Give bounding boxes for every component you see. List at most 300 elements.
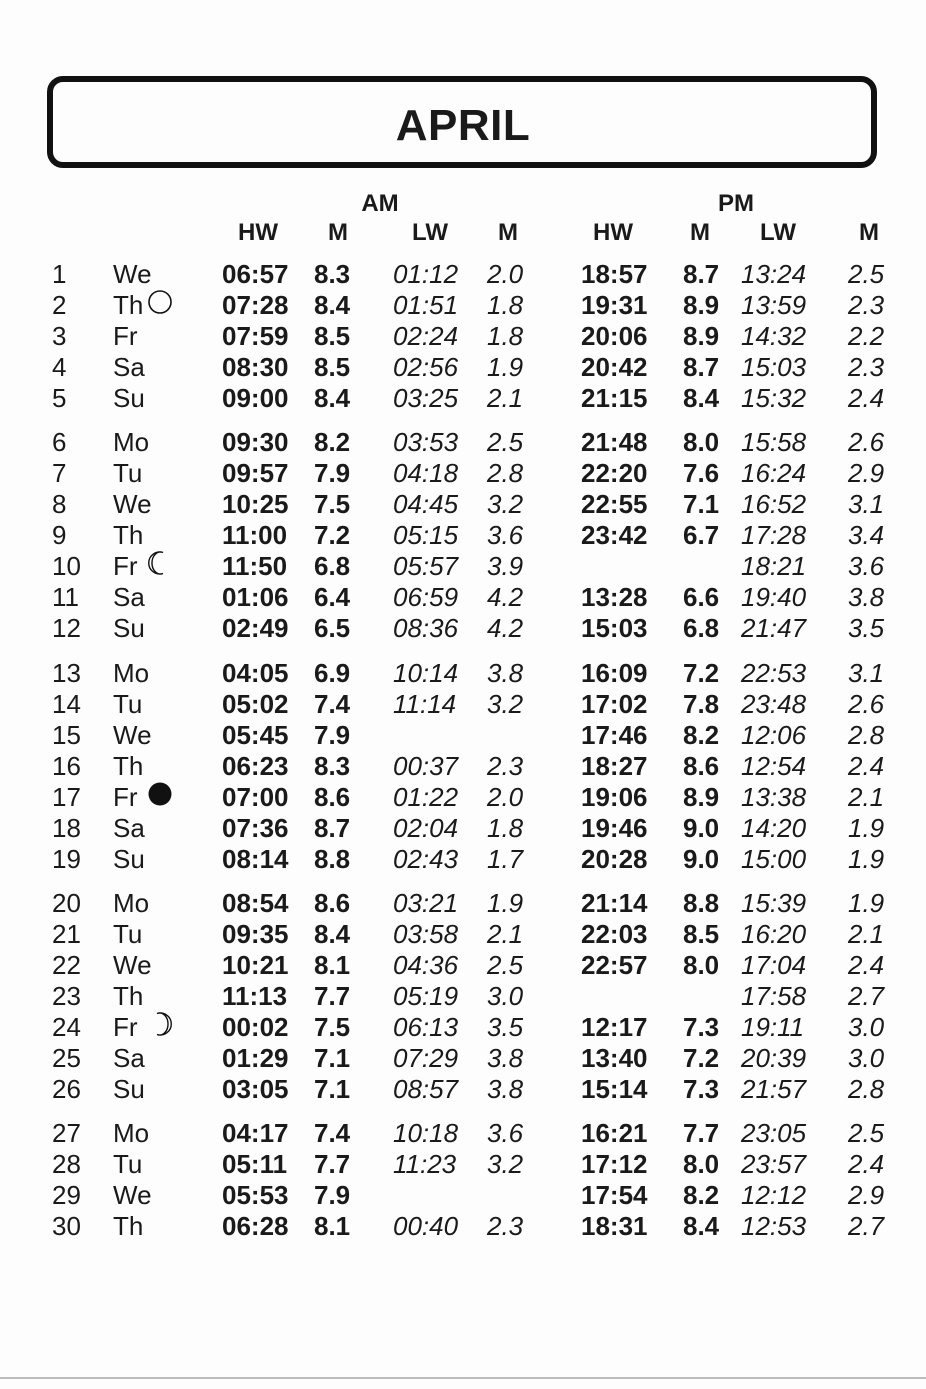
am-high-water-time: 08:14 <box>222 844 289 874</box>
pm-high-water-height: 9.0 <box>683 813 720 843</box>
pm-high-water-time: 16:09 <box>581 658 648 688</box>
pm-low-water-height: 1.9 <box>848 844 885 874</box>
pm-low-water-height: 3.6 <box>848 551 885 581</box>
am-high-water-height: 6.8 <box>314 551 351 581</box>
table-row <box>0 888 926 919</box>
am-high-water-height: 7.4 <box>314 1118 351 1148</box>
am-high-water-time: 01:06 <box>222 582 289 612</box>
am-high-water-height: 8.6 <box>314 888 351 918</box>
day-number: 18 <box>52 813 81 843</box>
am-high-water-height: 8.1 <box>314 1211 351 1241</box>
am-high-water-height: 7.7 <box>314 981 351 1011</box>
am-high-water-time: 07:59 <box>222 321 289 351</box>
am-high-water-time: 05:11 <box>222 1149 288 1179</box>
am-low-water-time: 08:57 <box>393 1074 459 1104</box>
am-low-water-time: 01:22 <box>393 782 459 812</box>
weekday: Tu <box>113 689 143 719</box>
pm-high-water-height: 8.9 <box>683 782 720 812</box>
pm-low-water-height: 2.6 <box>848 427 885 457</box>
table-row <box>0 1074 926 1105</box>
am-high-water-height: 7.4 <box>314 689 351 719</box>
am-low-water-time: 05:19 <box>393 981 459 1011</box>
table-row <box>0 321 926 352</box>
am-high-water-height: 6.9 <box>314 658 351 688</box>
pm-high-water-time: 22:20 <box>581 458 648 488</box>
am-high-water-height: 8.2 <box>314 427 351 457</box>
pm-low-water-time: 23:05 <box>741 1118 807 1148</box>
am-high-water-height: 7.1 <box>314 1074 351 1104</box>
am-high-water-height: 8.4 <box>314 919 351 949</box>
am-low-water-time: 02:24 <box>393 321 459 351</box>
table-row <box>0 751 926 782</box>
pm-low-water-time: 14:20 <box>741 813 807 843</box>
pm-low-water-height: 2.5 <box>848 1118 885 1148</box>
weekday: Su <box>113 613 145 643</box>
full-moon-icon <box>148 290 172 314</box>
am-high-water-time: 08:54 <box>222 888 289 918</box>
am-high-water-height: 8.6 <box>314 782 351 812</box>
table-row <box>0 782 926 813</box>
pm-low-water-time: 19:11 <box>741 1012 805 1042</box>
day-number: 19 <box>52 844 81 874</box>
am-high-water-height: 8.4 <box>314 383 351 413</box>
am-low-water-height: 2.8 <box>487 458 524 488</box>
am-low-water-height: 2.5 <box>487 950 524 980</box>
am-high-water-height: 6.4 <box>314 582 351 612</box>
first-quarter-moon-icon <box>148 1012 172 1036</box>
pm-high-water-height: 7.3 <box>683 1074 720 1104</box>
weekday: Mo <box>113 888 150 918</box>
pm-low-water-time: 23:48 <box>741 689 807 719</box>
pm-low-water-time: 21:47 <box>741 613 807 643</box>
table-row <box>0 290 926 321</box>
pm-high-water-height: 7.2 <box>683 1043 720 1073</box>
am-high-water-time: 09:35 <box>222 919 289 949</box>
am-low-water-time: 06:13 <box>393 1012 459 1042</box>
pm-low-water-time: 20:39 <box>741 1043 807 1073</box>
pm-low-water-height: 2.4 <box>848 383 885 413</box>
table-row <box>0 981 926 1012</box>
table-row <box>0 1149 926 1180</box>
weekday: Mo <box>113 658 150 688</box>
pm-low-water-time: 15:00 <box>741 844 807 874</box>
am-low-water-time: 04:36 <box>393 950 459 980</box>
am-lw-header: LW <box>412 219 448 246</box>
am-high-water-time: 11:00 <box>222 520 288 550</box>
am-low-water-height: 3.0 <box>487 981 524 1011</box>
am-high-water-height: 8.4 <box>314 290 351 320</box>
table-row <box>0 813 926 844</box>
pm-low-water-height: 2.5 <box>848 259 885 289</box>
weekday: Su <box>113 1074 145 1104</box>
day-number: 17 <box>52 782 81 812</box>
am-high-water-height: 7.9 <box>314 1180 351 1210</box>
table-row <box>0 613 926 644</box>
pm-low-water-time: 15:32 <box>741 383 807 413</box>
pm-high-water-time: 23:42 <box>581 520 648 550</box>
pm-high-water-time: 17:12 <box>581 1149 648 1179</box>
day-number: 8 <box>52 489 67 519</box>
pm-high-water-height: 8.4 <box>683 383 720 413</box>
pm-low-water-height: 3.1 <box>848 489 885 519</box>
am-low-water-height: 3.9 <box>487 551 524 581</box>
pm-high-water-height: 8.2 <box>683 1180 720 1210</box>
weekday: Fr <box>113 1012 138 1042</box>
table-row <box>0 689 926 720</box>
pm-high-water-height: 8.0 <box>683 1149 720 1179</box>
day-number: 30 <box>52 1211 81 1241</box>
day-number: 21 <box>52 919 81 949</box>
pm-low-water-time: 12:53 <box>741 1211 807 1241</box>
am-low-water-height: 1.9 <box>487 888 524 918</box>
table-row <box>0 427 926 458</box>
pm-low-water-time: 23:57 <box>741 1149 807 1179</box>
pm-lw-m-header: M <box>859 219 879 246</box>
pm-low-water-time: 12:06 <box>741 720 807 750</box>
pm-high-water-time: 19:46 <box>581 813 648 843</box>
day-number: 3 <box>52 321 67 351</box>
table-row <box>0 720 926 751</box>
table-row <box>0 844 926 875</box>
am-high-water-height: 7.9 <box>314 720 351 750</box>
pm-high-water-height: 8.8 <box>683 888 720 918</box>
am-low-water-height: 2.5 <box>487 427 524 457</box>
pm-low-water-height: 3.0 <box>848 1043 885 1073</box>
day-number: 25 <box>52 1043 81 1073</box>
pm-high-water-time: 16:21 <box>581 1118 648 1148</box>
day-number: 16 <box>52 751 81 781</box>
day-number: 27 <box>52 1118 81 1148</box>
pm-high-water-height: 7.1 <box>683 489 720 519</box>
am-high-water-time: 06:23 <box>222 751 289 781</box>
am-low-water-time: 11:23 <box>393 1149 457 1179</box>
day-number: 5 <box>52 383 67 413</box>
weekday: Th <box>113 290 144 320</box>
am-low-water-time: 07:29 <box>393 1043 459 1073</box>
weekday: Mo <box>113 1118 150 1148</box>
weekday: Tu <box>113 458 143 488</box>
pm-high-water-time: 21:14 <box>581 888 648 918</box>
am-low-water-height: 1.9 <box>487 352 524 382</box>
table-row <box>0 383 926 414</box>
day-number: 23 <box>52 981 81 1011</box>
am-low-water-height: 2.3 <box>487 1211 524 1241</box>
pm-low-water-time: 17:58 <box>741 981 807 1011</box>
pm-low-water-time: 14:32 <box>741 321 807 351</box>
am-high-water-time: 06:57 <box>222 259 289 289</box>
day-number: 28 <box>52 1149 81 1179</box>
am-low-water-time: 04:18 <box>393 458 459 488</box>
am-high-water-height: 7.7 <box>314 1149 351 1179</box>
pm-high-water-height: 8.9 <box>683 321 720 351</box>
weekday: Th <box>113 981 144 1011</box>
am-high-water-height: 8.3 <box>314 751 351 781</box>
pm-low-water-height: 1.9 <box>848 888 885 918</box>
weekday: Fr <box>113 782 138 812</box>
am-low-water-height: 2.0 <box>487 259 524 289</box>
pm-low-water-height: 3.4 <box>848 520 885 550</box>
day-number: 14 <box>52 689 81 719</box>
am-high-water-time: 11:13 <box>222 981 288 1011</box>
day-number: 1 <box>52 259 67 289</box>
am-low-water-height: 2.3 <box>487 751 524 781</box>
pm-low-water-height: 3.0 <box>848 1012 885 1042</box>
pm-low-water-height: 2.7 <box>848 981 885 1011</box>
pm-low-water-time: 15:39 <box>741 888 807 918</box>
table-row <box>0 950 926 981</box>
am-high-water-height: 7.9 <box>314 458 351 488</box>
pm-low-water-height: 2.1 <box>848 782 885 812</box>
am-hw-header: HW <box>238 219 278 246</box>
table-row <box>0 582 926 613</box>
pm-low-water-time: 13:59 <box>741 290 807 320</box>
pm-low-water-height: 2.4 <box>848 1149 885 1179</box>
pm-low-water-height: 3.5 <box>848 613 885 643</box>
weekday: Sa <box>113 1043 145 1073</box>
pm-low-water-height: 2.6 <box>848 689 885 719</box>
am-high-water-time: 09:57 <box>222 458 289 488</box>
pm-low-water-time: 15:58 <box>741 427 807 457</box>
am-low-water-time: 10:18 <box>393 1118 459 1148</box>
pm-high-water-height: 7.3 <box>683 1012 720 1042</box>
pm-high-water-time: 15:03 <box>581 613 648 643</box>
am-low-water-height: 3.2 <box>487 489 524 519</box>
am-low-water-time: 03:58 <box>393 919 459 949</box>
pm-high-water-time: 22:03 <box>581 919 648 949</box>
am-low-water-height: 1.8 <box>487 290 524 320</box>
am-low-water-height: 3.8 <box>487 1074 524 1104</box>
am-high-water-time: 07:36 <box>222 813 289 843</box>
am-high-water-time: 10:21 <box>222 950 289 980</box>
pm-low-water-time: 21:57 <box>741 1074 807 1104</box>
pm-high-water-time: 17:54 <box>581 1180 648 1210</box>
am-high-water-time: 04:17 <box>222 1118 289 1148</box>
pm-high-water-time: 21:48 <box>581 427 648 457</box>
pm-high-water-time: 22:57 <box>581 950 648 980</box>
pm-high-water-time: 12:17 <box>581 1012 648 1042</box>
am-low-water-height: 2.0 <box>487 782 524 812</box>
am-low-water-height: 1.8 <box>487 813 524 843</box>
pm-high-water-height: 7.8 <box>683 689 720 719</box>
pm-low-water-height: 2.8 <box>848 720 885 750</box>
weekday: We <box>113 720 152 750</box>
pm-high-water-height: 6.8 <box>683 613 720 643</box>
am-low-water-height: 3.6 <box>487 1118 524 1148</box>
pm-high-water-time: 20:28 <box>581 844 648 874</box>
am-high-water-time: 08:30 <box>222 352 289 382</box>
pm-low-water-height: 2.1 <box>848 919 885 949</box>
pm-low-water-time: 17:04 <box>741 950 807 980</box>
table-row <box>0 259 926 290</box>
pm-low-water-time: 16:24 <box>741 458 807 488</box>
pm-low-water-time: 18:21 <box>741 551 807 581</box>
pm-low-water-height: 3.1 <box>848 658 885 688</box>
table-row <box>0 352 926 383</box>
pm-high-water-height: 8.0 <box>683 950 720 980</box>
am-low-water-time: 03:21 <box>393 888 459 918</box>
am-high-water-height: 8.5 <box>314 321 351 351</box>
day-number: 9 <box>52 520 67 550</box>
table-row <box>0 919 926 950</box>
am-low-water-time: 01:12 <box>393 259 459 289</box>
pm-header: PM <box>718 190 754 217</box>
table-row <box>0 1211 926 1242</box>
pm-high-water-height: 8.7 <box>683 259 720 289</box>
day-number: 10 <box>52 551 81 581</box>
table-row <box>0 1012 926 1043</box>
weekday: Th <box>113 520 144 550</box>
table-row <box>0 489 926 520</box>
day-number: 20 <box>52 888 81 918</box>
pm-low-water-height: 2.7 <box>848 1211 885 1241</box>
am-low-water-time: 10:14 <box>393 658 459 688</box>
table-row <box>0 458 926 489</box>
am-low-water-height: 3.5 <box>487 1012 524 1042</box>
day-number: 22 <box>52 950 81 980</box>
pm-high-water-time: 21:15 <box>581 383 648 413</box>
day-number: 13 <box>52 658 81 688</box>
weekday: Sa <box>113 813 145 843</box>
pm-low-water-time: 19:40 <box>741 582 807 612</box>
pm-high-water-time: 19:06 <box>581 782 648 812</box>
am-low-water-time: 03:25 <box>393 383 459 413</box>
pm-high-water-time: 18:31 <box>581 1211 648 1241</box>
am-low-water-time: 02:04 <box>393 813 459 843</box>
table-row <box>0 658 926 689</box>
pm-low-water-height: 2.3 <box>848 352 885 382</box>
pm-low-water-time: 17:28 <box>741 520 807 550</box>
pm-low-water-height: 3.8 <box>848 582 885 612</box>
table-row <box>0 520 926 551</box>
weekday: Tu <box>113 919 143 949</box>
am-low-water-height: 2.1 <box>487 919 524 949</box>
weekday: Fr <box>113 321 138 351</box>
am-high-water-time: 05:53 <box>222 1180 289 1210</box>
day-number: 24 <box>52 1012 81 1042</box>
weekday: Th <box>113 1211 144 1241</box>
last-quarter-moon-icon <box>148 551 172 575</box>
am-high-water-height: 7.2 <box>314 520 351 550</box>
pm-low-water-height: 2.9 <box>848 1180 885 1210</box>
pm-low-water-time: 12:12 <box>741 1180 807 1210</box>
table-row <box>0 551 926 582</box>
am-high-water-time: 05:02 <box>222 689 289 719</box>
am-low-water-time: 03:53 <box>393 427 459 457</box>
day-number: 29 <box>52 1180 81 1210</box>
am-high-water-time: 03:05 <box>222 1074 289 1104</box>
am-high-water-height: 8.8 <box>314 844 351 874</box>
pm-low-water-height: 2.4 <box>848 950 885 980</box>
pm-high-water-time: 17:02 <box>581 689 648 719</box>
pm-high-water-height: 7.7 <box>683 1118 720 1148</box>
new-moon-icon <box>148 782 172 806</box>
am-low-water-time: 08:36 <box>393 613 459 643</box>
pm-high-water-time: 22:55 <box>581 489 648 519</box>
pm-hw-header: HW <box>593 219 633 246</box>
pm-high-water-height: 7.6 <box>683 458 720 488</box>
pm-m-header: M <box>690 219 710 246</box>
pm-low-water-height: 2.2 <box>848 321 885 351</box>
am-high-water-height: 7.1 <box>314 1043 351 1073</box>
am-low-water-time: 04:45 <box>393 489 459 519</box>
pm-high-water-height: 8.9 <box>683 290 720 320</box>
am-low-water-time: 06:59 <box>393 582 459 612</box>
day-number: 12 <box>52 613 81 643</box>
am-low-water-time: 00:40 <box>393 1211 459 1241</box>
am-low-water-time: 05:15 <box>393 520 459 550</box>
am-high-water-time: 09:00 <box>222 383 289 413</box>
pm-high-water-height: 8.6 <box>683 751 720 781</box>
pm-high-water-time: 13:40 <box>581 1043 648 1073</box>
am-high-water-time: 07:28 <box>222 290 289 320</box>
am-header: AM <box>361 190 399 217</box>
pm-high-water-height: 9.0 <box>683 844 720 874</box>
am-high-water-time: 07:00 <box>222 782 289 812</box>
am-lw-m-header: M <box>498 219 518 246</box>
day-number: 2 <box>52 290 67 320</box>
day-number: 7 <box>52 458 67 488</box>
am-high-water-height: 8.5 <box>314 352 351 382</box>
am-high-water-height: 7.5 <box>314 489 351 519</box>
am-high-water-time: 00:02 <box>222 1012 289 1042</box>
pm-high-water-time: 20:42 <box>581 352 648 382</box>
am-high-water-time: 04:05 <box>222 658 289 688</box>
weekday: Sa <box>113 352 145 382</box>
weekday: Mo <box>113 427 150 457</box>
pm-high-water-time: 19:31 <box>581 290 648 320</box>
am-high-water-time: 09:30 <box>222 427 289 457</box>
table-row <box>0 1118 926 1149</box>
am-low-water-time: 01:51 <box>393 290 459 320</box>
pm-high-water-time: 15:14 <box>581 1074 648 1104</box>
am-low-water-time: 02:56 <box>393 352 459 382</box>
am-high-water-height: 7.5 <box>314 1012 351 1042</box>
am-low-water-height: 3.8 <box>487 658 524 688</box>
am-high-water-height: 6.5 <box>314 613 351 643</box>
am-low-water-height: 3.6 <box>487 520 524 550</box>
pm-lw-header: LW <box>760 219 796 246</box>
am-low-water-height: 1.8 <box>487 321 524 351</box>
table-row <box>0 1043 926 1074</box>
weekday: Sa <box>113 582 145 612</box>
am-low-water-height: 2.1 <box>487 383 524 413</box>
pm-low-water-height: 2.8 <box>848 1074 885 1104</box>
pm-high-water-height: 6.7 <box>683 520 720 550</box>
weekday: Su <box>113 844 145 874</box>
pm-low-water-height: 2.3 <box>848 290 885 320</box>
weekday: Su <box>113 383 145 413</box>
am-high-water-time: 11:50 <box>222 551 288 581</box>
am-low-water-time: 05:57 <box>393 551 459 581</box>
weekday: We <box>113 489 152 519</box>
weekday: Fr <box>113 551 138 581</box>
day-number: 15 <box>52 720 81 750</box>
table-row <box>0 1180 926 1211</box>
am-low-water-height: 4.2 <box>487 582 524 612</box>
pm-high-water-time: 20:06 <box>581 321 648 351</box>
am-high-water-height: 8.7 <box>314 813 351 843</box>
pm-low-water-height: 2.9 <box>848 458 885 488</box>
pm-low-water-time: 13:24 <box>741 259 807 289</box>
pm-low-water-time: 16:52 <box>741 489 807 519</box>
weekday: Th <box>113 751 144 781</box>
am-high-water-time: 02:49 <box>222 613 289 643</box>
am-high-water-height: 8.3 <box>314 259 351 289</box>
am-low-water-time: 00:37 <box>393 751 459 781</box>
pm-high-water-height: 6.6 <box>683 582 720 612</box>
pm-high-water-time: 17:46 <box>581 720 648 750</box>
pm-high-water-time: 13:28 <box>581 582 648 612</box>
